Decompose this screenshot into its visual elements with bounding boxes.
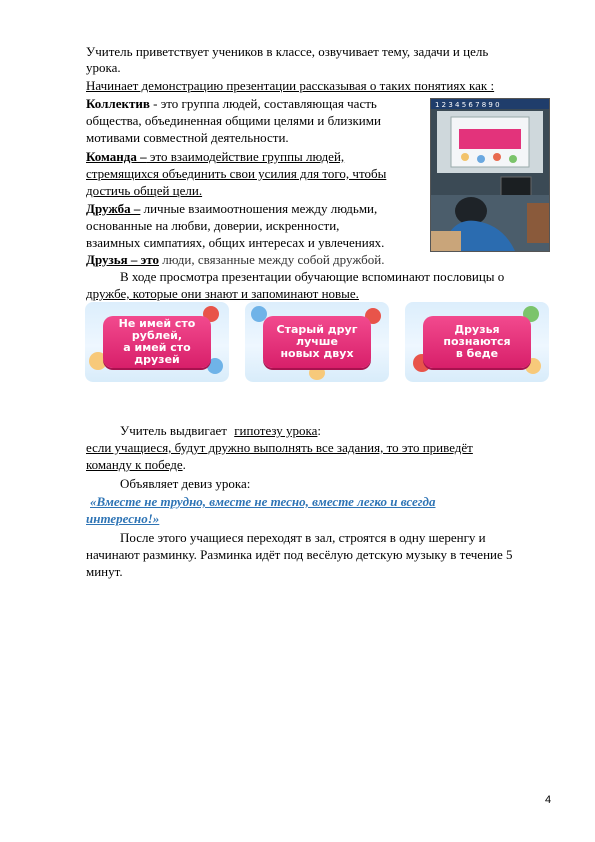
collective-definition-line-3: мотивами совместной деятельности. [86,130,289,145]
classroom-photo-drawing [431,99,549,251]
collective-definition-line-2: общества, объединенная общими целями и близкими [86,113,381,128]
proverbs-intro-line-2: дружбе, которые они знают и запоминают новые. [86,286,359,301]
proverb-banner-1 [85,302,229,382]
motto-line-2: интересно!» [86,511,160,526]
hypothesis-colon: : [317,423,322,438]
proverbs-intro-text-1: В ходе просмотра презентации обучающие вспоминают пословицы о [120,269,505,284]
collective-definition-line-1 [86,96,377,112]
warmup-line-2: начинают разминку. Разминка идёт под весёлую детскую музыку в течение 5 [86,547,513,562]
team-text-1: это взаимодействие группы людей, [146,149,345,164]
proverbs-intro-line-1 [86,269,552,285]
motto-line-1: «Вместе не трудно, вместе не тесно, вместе легко и всегда [90,494,436,509]
proverb-text: Не имей сто рублей, а имей сто друзей [118,317,196,366]
warmup-line-3: минут. [86,564,123,579]
hypothesis-line-3 [86,457,186,473]
friendship-definition-line-2: основанные на любви, доверии, искренности, [86,218,340,233]
collective-term: Коллектив [86,96,150,111]
demo-line: Начинает демонстрацию презентации рассказывая о таких понятиях как : [86,78,495,93]
proverb-banner-3 [405,302,549,382]
hypothesis-line-1 [120,423,321,439]
friendship-definition-line-3: взаимных симпатиях, общих интересах и увлечениях. [86,235,385,250]
friendship-definition-line-1 [86,201,377,217]
proverb-text: Друзья познаются в беде [443,323,511,360]
hypothesis-lead: Учитель выдвигает [120,423,231,438]
warmup-line-1 [86,530,552,546]
classroom-photo [430,98,550,252]
team-definition-line-1 [86,149,344,165]
friends-term: Друзья – это [86,252,159,267]
proverb-text: Старый друг лучше новых двух [276,323,358,360]
friendship-text-1: личные взаимоотношения между людьми, [140,201,378,216]
page-number: 4 [545,794,552,806]
hypothesis-term: гипотезу урока [234,423,318,438]
hypothesis-line-2: если учащиеся, будут дружно выполнять все задания, то это приведёт [86,440,473,455]
friendship-term: Дружба – [86,201,141,216]
kid-figure [309,366,325,380]
collective-text-1: - это группа людей, составляющая часть [149,96,377,111]
motto-lead: Объявляет девиз урока: [120,476,251,491]
team-definition-line-2: стремящихся объединить свои усилия для того, чтобы [86,166,387,181]
hypothesis-text-3: команду к победе [86,457,183,472]
hypothesis-dot: . [182,457,186,472]
intro-line-2: урока. [86,60,121,75]
proverb-banner-2 [245,302,389,382]
warmup-text-1: После этого учащиеся переходят в зал, строятся в одну шеренгу и [120,530,486,545]
intro-line-1: Учитель приветствует учеников в классе, озвучивает тему, задачи и цель [86,44,489,59]
friends-text: люди, связанные между собой дружбой. [158,252,385,267]
svg-text:1 2 3 4 5 6 7 8 9 0: 1 2 3 4 5 6 7 8 9 0 [435,101,500,109]
friends-definition-line [86,252,384,268]
team-definition-line-3: достичь общей цели. [86,183,203,198]
team-term: Команда – [86,149,147,164]
